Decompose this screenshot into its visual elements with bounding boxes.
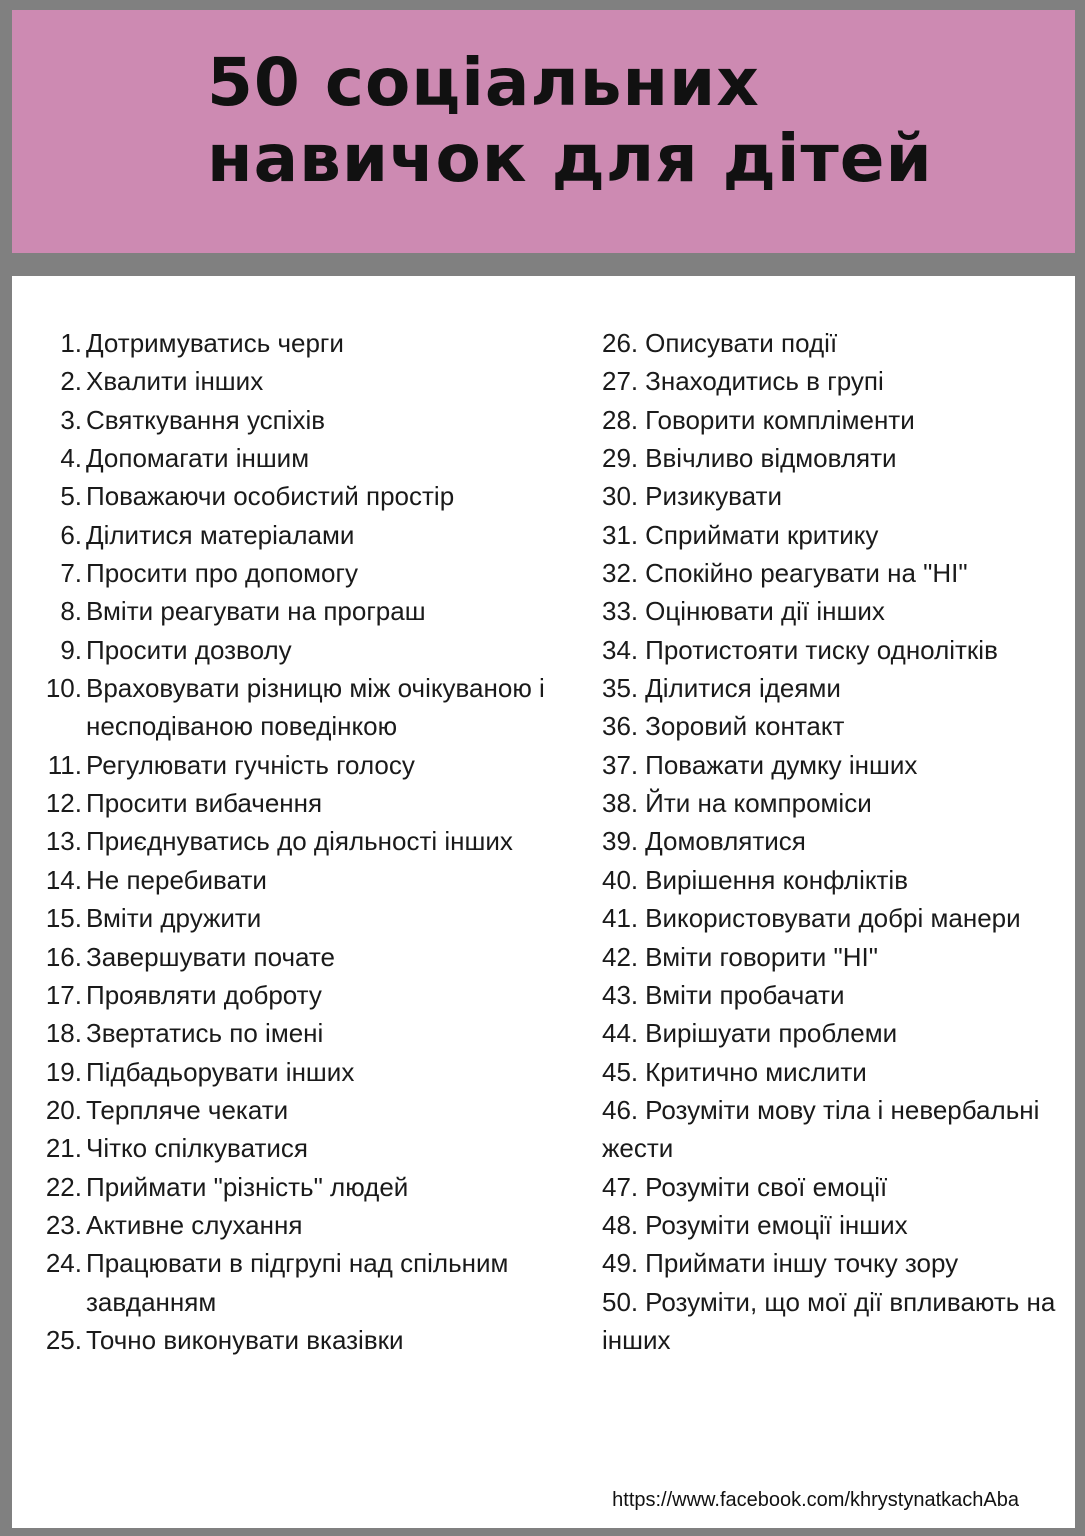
skill-item	[42, 1206, 562, 1244]
skill-number: 24.	[45, 1248, 82, 1279]
skill-item	[42, 554, 562, 592]
skills-sheet	[12, 276, 1075, 1528]
skills-list-left	[42, 324, 562, 1359]
skill-number: 43.	[602, 979, 639, 1010]
skill-number: 36.	[602, 711, 639, 742]
skill-number: 14.	[45, 864, 82, 895]
source-link[interactable]: https://www.facebook.com/khrystynatkachAba	[612, 1489, 1019, 1511]
skill-number: 22.	[45, 1171, 82, 1202]
skill-text: Критично мислити	[645, 1056, 867, 1087]
skill-text: Просити дозволу	[86, 634, 292, 665]
skill-text: Терпляче чекати	[86, 1094, 289, 1125]
skill-text: Не перебивати	[86, 864, 267, 895]
skill-number: 47.	[602, 1171, 639, 1202]
skill-text: Приймати іншу точку зору	[645, 1248, 959, 1279]
skill-number: 15.	[45, 903, 82, 934]
skill-text: Просити про допомогу	[86, 558, 358, 589]
skill-text: Розуміти, що мої дії впливають на інших	[602, 1286, 1056, 1355]
skill-item	[602, 746, 1062, 784]
skill-item	[42, 592, 562, 630]
skill-text: Поважати думку інших	[645, 749, 918, 780]
skill-text: Використовувати добрі манери	[645, 903, 1021, 934]
skill-number: 16.	[45, 941, 82, 972]
skill-text: Дотримуватись черги	[86, 328, 344, 358]
skill-number: 50.	[602, 1286, 639, 1317]
skill-text: Просити вибачення	[86, 788, 323, 819]
title-line-1: 50 соціальних	[207, 44, 760, 121]
skill-item	[42, 976, 562, 1014]
skill-text: Чітко спілкуватися	[86, 1133, 308, 1164]
skill-number: 8.	[60, 596, 82, 627]
skill-text: Хвалити інших	[86, 366, 264, 397]
skill-number: 7.	[60, 558, 82, 589]
skill-text: Ділитися ідеями	[645, 673, 841, 704]
skill-text: Святкування успіхів	[86, 404, 326, 435]
skill-number: 49.	[602, 1248, 639, 1279]
skill-number: 25.	[45, 1324, 82, 1355]
skills-list-right	[602, 324, 1062, 1359]
skill-number: 39.	[602, 826, 639, 857]
skill-item	[602, 1168, 1062, 1206]
skill-item	[42, 899, 562, 937]
skill-number: 31.	[602, 519, 639, 550]
skill-number: 30.	[602, 481, 639, 512]
skill-text: Описувати події	[645, 328, 838, 358]
skill-item	[602, 1206, 1062, 1244]
skill-number: 42.	[602, 941, 639, 972]
skill-number: 3.	[60, 404, 82, 435]
skill-number: 12.	[45, 788, 82, 819]
skill-number: 19.	[45, 1056, 82, 1087]
skill-number: 38.	[602, 788, 639, 819]
skill-number: 4.	[60, 443, 82, 474]
skill-number: 46.	[602, 1094, 639, 1125]
skill-number: 23.	[45, 1209, 82, 1240]
skill-item	[602, 1244, 1062, 1282]
skill-item	[602, 1283, 1062, 1360]
skill-number: 6.	[60, 519, 82, 550]
skill-text: Вирішення конфліктів	[645, 864, 909, 895]
skill-text: Регулювати гучність голосу	[86, 749, 415, 780]
skill-number: 35.	[602, 673, 639, 704]
title-line-2: навичок для дітей	[207, 120, 933, 197]
skill-item	[42, 1129, 562, 1167]
skill-item	[602, 401, 1062, 439]
skill-item	[602, 516, 1062, 554]
skill-number: 17.	[45, 979, 82, 1010]
skill-item	[42, 1244, 562, 1321]
skill-number: 5.	[60, 481, 82, 512]
skill-item	[602, 324, 1062, 362]
skill-item	[602, 592, 1062, 630]
skill-text: Враховувати різницю між очікуваною і несподіваною поведінкою	[86, 673, 545, 742]
skill-number: 10.	[45, 673, 82, 704]
skill-item	[602, 1091, 1062, 1168]
skill-text: Ввічливо відмовляти	[645, 443, 897, 474]
skill-item	[602, 784, 1062, 822]
skill-text: Приєднуватись до діяльності інших	[86, 826, 513, 857]
skill-item	[602, 1014, 1062, 1052]
skill-number: 11.	[47, 749, 82, 780]
skill-item	[42, 631, 562, 669]
skill-number: 21.	[45, 1133, 82, 1164]
skill-number: 29.	[602, 443, 639, 474]
skill-text: Знаходитись в групі	[645, 366, 884, 397]
skill-text: Протистояти тиску однолітків	[645, 634, 998, 665]
skill-item	[42, 1091, 562, 1129]
skill-item	[602, 861, 1062, 899]
skill-text: Розуміти свої емоції	[645, 1171, 888, 1202]
skill-text: Допомагати іншим	[86, 443, 310, 474]
skill-item	[42, 938, 562, 976]
skill-text: Вміти говорити "НІ"	[645, 941, 878, 972]
skill-number: 48.	[602, 1209, 639, 1240]
skill-number: 26.	[602, 328, 639, 358]
skill-text: Домовлятися	[645, 826, 806, 857]
skill-item	[602, 822, 1062, 860]
skill-number: 2.	[60, 366, 82, 397]
skill-text: Точно виконувати вказівки	[86, 1324, 404, 1355]
skill-item	[42, 516, 562, 554]
skill-item	[42, 439, 562, 477]
skill-item	[42, 477, 562, 515]
skill-text: Розуміти мову тіла і невербальні жести	[602, 1094, 1040, 1164]
skill-text: Активне слухання	[86, 1209, 303, 1240]
skill-number: 13.	[45, 826, 82, 857]
skill-number: 20.	[45, 1094, 82, 1125]
skill-number: 27.	[602, 366, 639, 397]
skill-item	[42, 822, 562, 860]
skill-text: Вміти реагувати на програш	[86, 596, 426, 627]
skill-number: 18.	[45, 1018, 82, 1049]
skill-number: 41.	[602, 903, 639, 934]
skill-number: 44.	[602, 1018, 639, 1049]
skill-text: Ділитися матеріалами	[86, 519, 355, 550]
skill-item	[42, 362, 562, 400]
skill-text: Підбадьорувати інших	[86, 1056, 355, 1087]
skill-number: 9.	[60, 634, 82, 665]
skill-number: 34.	[602, 634, 639, 665]
skill-item	[602, 976, 1062, 1014]
skill-text: Ризикувати	[645, 481, 782, 512]
skill-text: Приймати "різність" людей	[86, 1171, 409, 1202]
skill-number: 28.	[602, 404, 639, 435]
skill-text: Працювати в підгрупі над спільним завданням	[86, 1248, 509, 1317]
skill-item	[602, 938, 1062, 976]
skill-text: Говорити компліменти	[645, 404, 915, 435]
skill-text: Вміти дружити	[86, 903, 262, 934]
skill-item	[42, 1321, 562, 1359]
skill-text: Сприймати критику	[645, 519, 879, 550]
skill-item	[42, 1168, 562, 1206]
skill-item	[602, 477, 1062, 515]
skill-item	[602, 899, 1062, 937]
skill-item	[42, 746, 562, 784]
skill-number: 33.	[602, 596, 639, 627]
skill-item	[602, 362, 1062, 400]
skill-item	[602, 631, 1062, 669]
skill-number: 1.	[60, 328, 82, 358]
skill-item	[42, 784, 562, 822]
skill-item	[42, 1053, 562, 1091]
skill-text: Оцінювати дії інших	[645, 596, 885, 627]
skill-number: 37.	[602, 749, 639, 780]
skill-text: Поважаючи особистий простір	[86, 481, 455, 512]
skill-text: Йти на компроміси	[645, 788, 872, 819]
skill-item	[42, 324, 562, 362]
skill-item	[602, 439, 1062, 477]
skill-text: Спокійно реагувати на "НІ"	[645, 558, 968, 589]
skill-item	[42, 669, 562, 746]
skill-text: Вміти пробачати	[645, 979, 845, 1010]
skill-text: Завершувати почате	[86, 941, 336, 972]
skill-number: 45.	[602, 1056, 639, 1087]
skill-text: Розуміти емоції інших	[645, 1209, 908, 1240]
skill-item	[42, 861, 562, 899]
skill-item	[602, 669, 1062, 707]
skill-item	[42, 401, 562, 439]
skill-number: 40.	[602, 864, 639, 895]
skill-text: Проявляти доброту	[86, 979, 322, 1010]
skill-item	[602, 707, 1062, 745]
title-banner	[12, 10, 1075, 253]
skill-number: 32.	[602, 558, 639, 589]
skill-item	[602, 1053, 1062, 1091]
skill-text: Вирішуати проблеми	[645, 1018, 898, 1049]
skill-item	[602, 554, 1062, 592]
skill-text: Зоровий контакт	[645, 711, 845, 742]
skill-item	[42, 1014, 562, 1052]
skill-text: Звертатись по імені	[86, 1018, 324, 1049]
